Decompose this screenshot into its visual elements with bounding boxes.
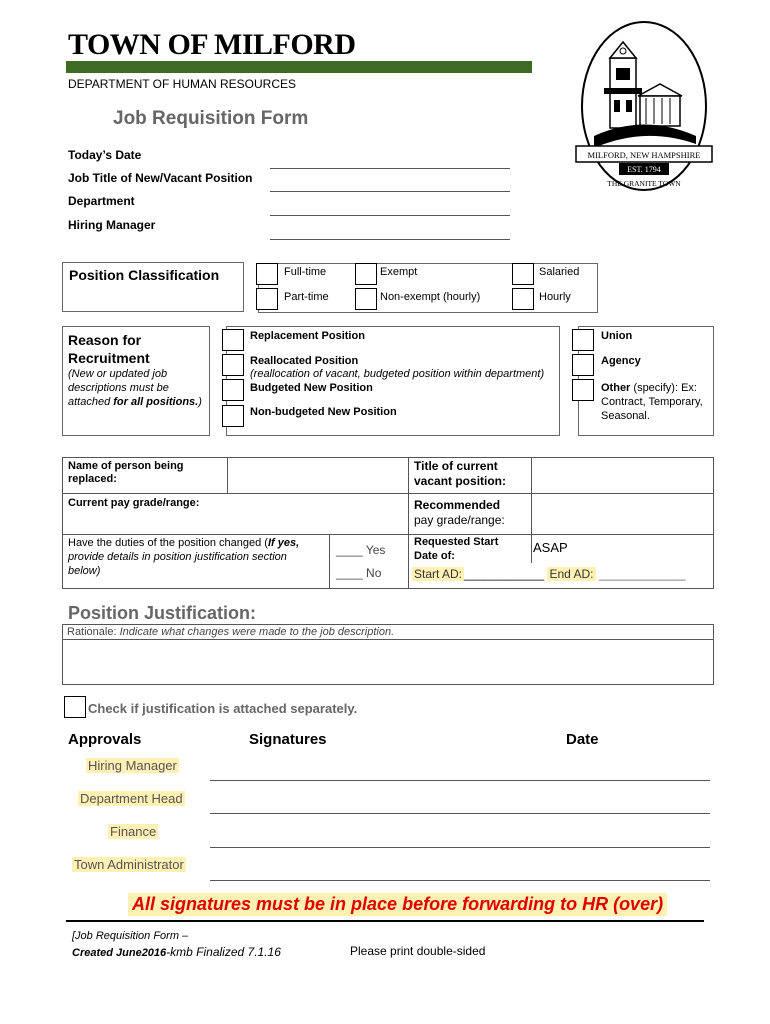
- todays-date-label: Today’s Date: [68, 148, 142, 162]
- form-reference-line1: [Job Requisition Form –: [72, 930, 189, 942]
- duties-changed-label: Have the duties of the position changed (If yes, provide details in position justification section below): [68, 537, 300, 577]
- footer-divider: [66, 920, 704, 922]
- header-divider: [66, 61, 532, 73]
- reason-heading: Reason for Recruitment: [68, 332, 150, 366]
- approver-department-head: Department Head: [80, 791, 183, 806]
- fulltime-checkbox[interactable]: [256, 263, 278, 285]
- title-current-label: Title of current vacant position:: [414, 459, 507, 488]
- job-title-field[interactable]: [270, 191, 510, 192]
- hiring-manager-field[interactable]: [270, 239, 510, 240]
- classification-heading: Position Classification: [69, 267, 220, 283]
- budgeted-checkbox[interactable]: [222, 379, 244, 401]
- agency-label: Agency: [601, 355, 641, 367]
- form-title: Job Requisition Form: [113, 108, 309, 129]
- department-field[interactable]: [270, 215, 510, 216]
- end-ad-label: End AD:: [549, 567, 594, 581]
- justification-heading: Position Justification:: [68, 603, 257, 623]
- title-current-field[interactable]: [532, 458, 712, 492]
- fulltime-label: Full-time: [284, 266, 327, 278]
- print-instruction: Please print double-sided: [350, 944, 486, 958]
- start-date-value[interactable]: ASAP: [533, 540, 568, 555]
- signature-line-town-administrator[interactable]: [210, 880, 710, 881]
- other-checkbox[interactable]: [572, 379, 594, 401]
- end-ad-field[interactable]: _____________: [598, 567, 686, 581]
- signature-line-hiring-manager[interactable]: [210, 780, 710, 781]
- replacement-label: Replacement Position: [250, 330, 365, 342]
- attached-checkbox[interactable]: [64, 696, 86, 718]
- signature-line-finance[interactable]: [210, 847, 710, 848]
- approver-finance: Finance: [110, 824, 157, 839]
- town-title: TOWN OF MILFORD: [68, 28, 356, 61]
- replacement-checkbox[interactable]: [222, 329, 244, 351]
- nonexempt-label: Non-exempt (hourly): [380, 291, 481, 303]
- hourly-checkbox[interactable]: [512, 288, 534, 310]
- rationale-box[interactable]: [62, 624, 714, 685]
- start-date-label: Requested Start Date of:: [414, 536, 499, 562]
- department-label: Department: [68, 194, 135, 208]
- start-ad-field[interactable]: ____________: [464, 567, 545, 581]
- seal-motto-text: THE GRANITE TOWN: [607, 179, 681, 188]
- date-heading: Date: [566, 731, 599, 748]
- job-title-label: Job Title of New/Vacant Position: [68, 171, 253, 185]
- nonexempt-checkbox[interactable]: [355, 288, 377, 310]
- parttime-label: Part-time: [284, 291, 329, 303]
- approver-hiring-manager: Hiring Manager: [88, 758, 177, 773]
- salaried-label: Salaried: [539, 266, 580, 278]
- reason-options-box: [226, 326, 560, 436]
- hiring-manager-label: Hiring Manager: [68, 218, 156, 232]
- signatures-heading: Signatures: [249, 731, 327, 748]
- classification-heading-box: [62, 262, 244, 312]
- exempt-label: Exempt: [380, 266, 418, 278]
- salaried-checkbox[interactable]: [512, 263, 534, 285]
- recommended-sub-label: pay grade/range:: [414, 513, 505, 527]
- department-name: DEPARTMENT OF HUMAN RESOURCES: [68, 77, 297, 91]
- reallocated-note: (reallocation of vacant, budgeted position within department): [250, 368, 545, 380]
- name-replaced-label: Name of person being replaced:: [68, 460, 184, 485]
- approver-town-administrator: Town Administrator: [74, 857, 184, 872]
- union-checkbox[interactable]: [572, 329, 594, 351]
- nonbudgeted-label: Non-budgeted New Position: [250, 406, 397, 418]
- approvals-heading: Approvals: [68, 731, 142, 748]
- todays-date-field[interactable]: [270, 168, 510, 169]
- reallocated-label: Reallocated Position: [250, 355, 359, 367]
- nonbudgeted-checkbox[interactable]: [222, 405, 244, 427]
- start-ad-label: Start AD:: [414, 567, 463, 581]
- name-replaced-field[interactable]: [228, 458, 406, 492]
- seal-year-text: EST. 1794: [627, 165, 661, 174]
- hourly-label: Hourly: [539, 291, 571, 303]
- reason-note: (New or updated job descriptions must be attached for all positions.): [68, 368, 202, 408]
- duties-no-option[interactable]: ____ No: [336, 566, 382, 580]
- agency-checkbox[interactable]: [572, 354, 594, 376]
- town-seal-logo: [574, 18, 714, 200]
- seal-banner-text: MILFORD, NEW HAMPSHIRE: [587, 150, 701, 160]
- budgeted-label: Budgeted New Position: [250, 382, 373, 394]
- reallocated-checkbox[interactable]: [222, 354, 244, 376]
- pay-grade-label: Current pay grade/range:: [68, 497, 200, 509]
- union-label: Union: [601, 330, 633, 342]
- signature-notice: All signatures must be in place before forwarding to HR (over): [128, 893, 667, 916]
- ad-dates-row: [412, 567, 686, 581]
- parttime-checkbox[interactable]: [256, 288, 278, 310]
- form-reference-line2: Created June2016-kmb Finalized 7.1.16: [72, 945, 281, 959]
- other-label: Other (specify): Ex: Contract, Temporary, Seasonal.: [601, 382, 703, 422]
- reason-heading-box: [62, 326, 210, 436]
- duties-yes-option[interactable]: ____ Yes: [336, 543, 386, 557]
- signature-line-department-head[interactable]: [210, 813, 710, 814]
- exempt-checkbox[interactable]: [355, 263, 377, 285]
- recommended-label: Recommended: [414, 498, 501, 512]
- attached-label: Check if justification is attached separately.: [88, 701, 358, 716]
- rationale-label: Rationale: Indicate what changes were made to the job description.: [67, 626, 395, 638]
